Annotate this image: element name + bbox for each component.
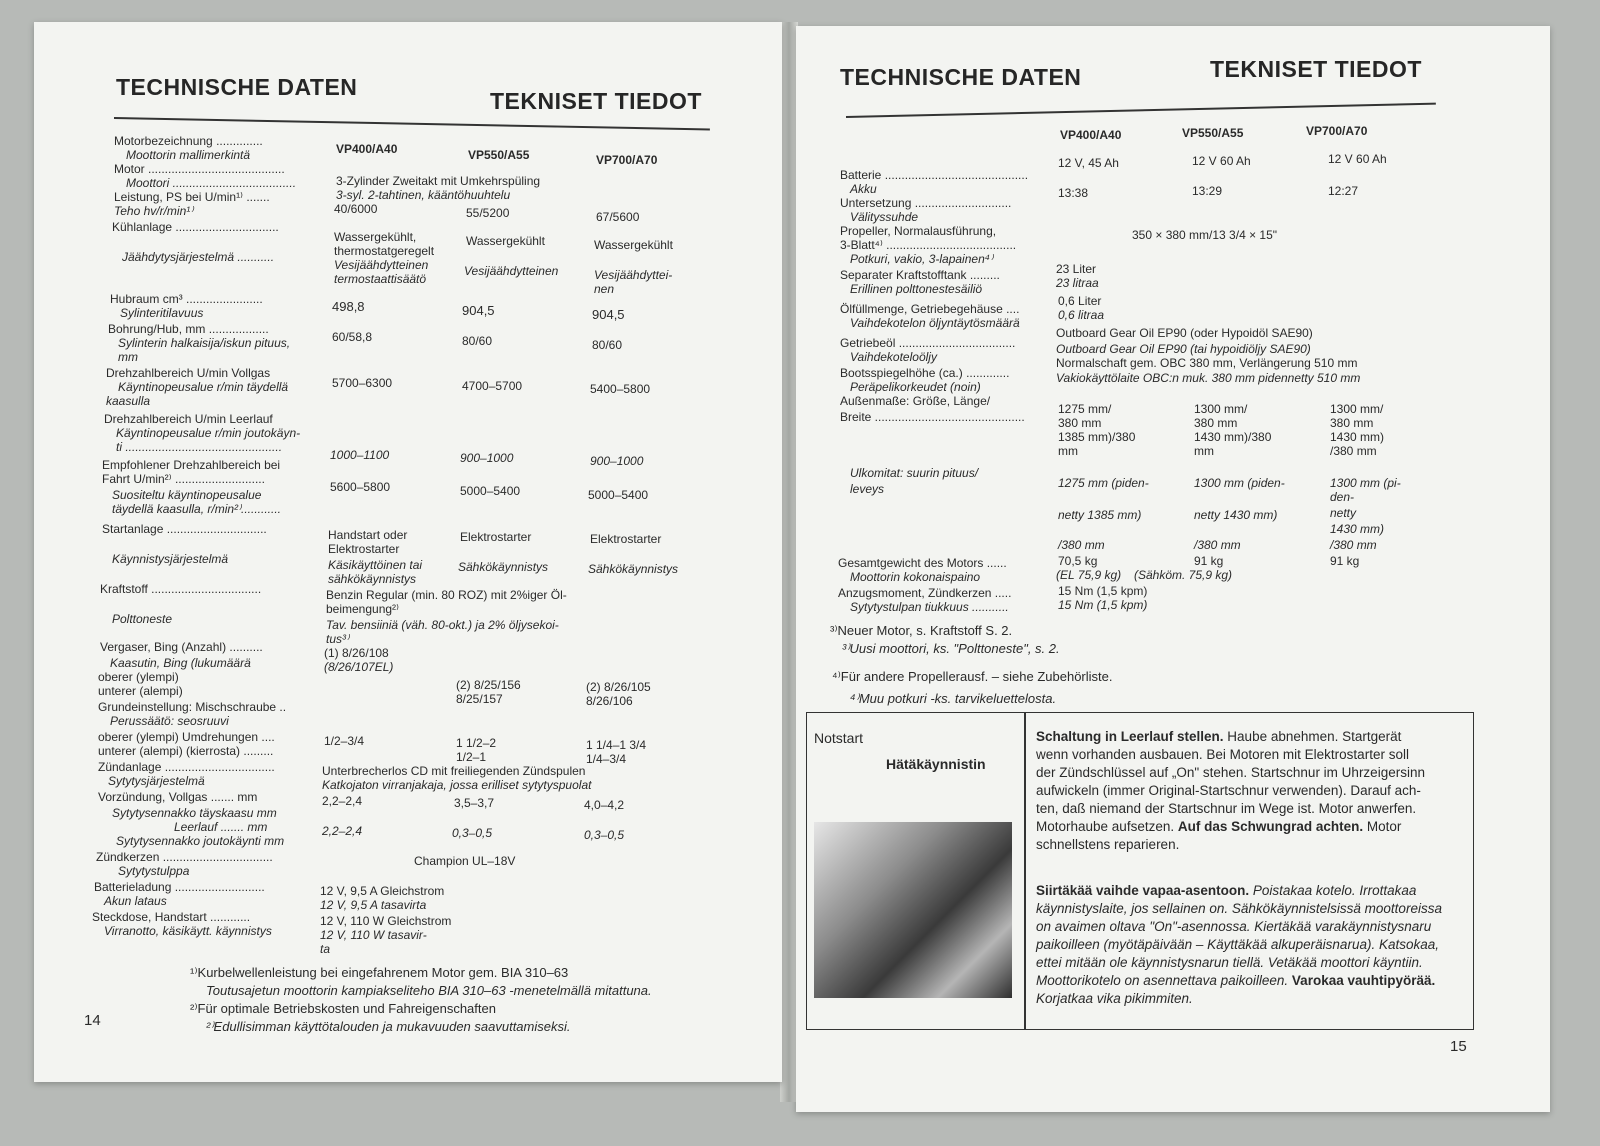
box-label-de: Notstart: [814, 730, 864, 746]
value: 23 litraa: [1056, 276, 1099, 290]
label: Suositeltu käyntinopeusalue: [112, 488, 262, 502]
label: Außenmaße: Größe, Länge/: [840, 394, 991, 408]
label: mm: [118, 350, 138, 364]
label: Käynnistysjärjestelmä: [112, 552, 229, 566]
value: Vesijäähdytteinen: [334, 258, 429, 272]
title-de: TECHNISCHE DATEN: [840, 64, 1082, 90]
label: Sytytystulpan tiukkuus ...........: [850, 600, 1009, 614]
value: 380 mm: [1058, 416, 1102, 430]
box-fi-line: Siirtäkää vaihde vapaa-asentoon. Poistakaa kotelo. Irrottakaa: [1036, 883, 1417, 898]
label: Leerlauf ....... mm: [174, 820, 268, 834]
value: Vesijäähdyttei-: [594, 268, 673, 282]
value: 12 V 60 Ah: [1192, 154, 1251, 168]
label: Bohrung/Hub, mm ..................: [108, 322, 269, 336]
footnote: ²⁾Für optimale Betriebskosten und Fahreigenschaften: [190, 1001, 496, 1016]
value: 1275 mm/: [1058, 402, 1112, 416]
value: beimengung²⁾: [326, 602, 399, 616]
footnote: Toutusajetun moottorin kampiakseliteho BIA 310–63 -menetelmällä mitattuna.: [206, 983, 652, 998]
label: Sylinteritilavuus: [120, 306, 204, 320]
label: Propeller, Normalausführung,: [840, 224, 997, 238]
label: Zündanlage .................................: [98, 760, 275, 774]
label: Vergaser, Bing (Anzahl) ..........: [100, 640, 263, 654]
footnote: ⁴⁾Muu potkuri -ks. tarvikeluettelosta.: [850, 691, 1057, 706]
label: Anzugsmoment, Zündkerzen .....: [838, 586, 1012, 600]
value: ta: [320, 942, 331, 956]
label: Peräpelikorkeudet (noin): [850, 380, 981, 394]
label: Moottorin kokonaispaino: [850, 570, 981, 584]
value: Käsikäyttöinen tai: [328, 558, 423, 572]
label: Gesamtgewicht des Motors ......: [838, 556, 1007, 570]
label: Kraftstoff .................................: [100, 582, 262, 596]
page-number: 15: [1450, 1038, 1467, 1055]
value: 67/5600: [596, 210, 640, 224]
value: 1 1/4–1 3/4: [586, 738, 647, 752]
label: Moottori .....................................: [126, 176, 297, 190]
value: Wassergekühlt,: [334, 230, 417, 244]
label: Sytytysennakko joutokäynti mm: [116, 834, 285, 848]
label: Untersetzung .............................: [840, 196, 1012, 210]
value: (2) 8/26/105: [586, 680, 651, 694]
page-number: 14: [84, 1012, 101, 1029]
value: tus³⁾: [326, 632, 349, 646]
model-a55: VP550/A55: [1182, 126, 1244, 140]
value: 900–1000: [590, 454, 644, 468]
box-divider: [1024, 712, 1026, 1030]
label: ti ...............................................: [116, 440, 283, 454]
title-de: TECHNISCHE DATEN: [116, 74, 358, 100]
value: 380 mm: [1330, 416, 1374, 430]
title-fi: TEKNISET TIEDOT: [490, 88, 702, 114]
label: Erillinen polttonestesäiliö: [850, 282, 983, 296]
value: mm: [1194, 444, 1214, 458]
value: 3-syl. 2-tahtinen, kääntöhuuhtelu: [336, 188, 511, 202]
label: Grundeinstellung: Mischschraube ..: [98, 700, 287, 714]
value: 12 V, 110 W Gleichstrom: [320, 914, 452, 928]
value: (2) 8/25/156: [456, 678, 521, 692]
label: Breite .............................................: [840, 410, 1025, 424]
label: Kühlanlage ...............................: [112, 220, 279, 234]
label: Motor .........................................: [114, 162, 285, 176]
value: den-: [1330, 490, 1355, 504]
value: 1/2–3/4: [324, 734, 365, 748]
footnote: ²⁾Edullisimman käyttötalouden ja mukavuuden saavuttamiseksi.: [206, 1019, 571, 1034]
label: unterer (alempi): [98, 684, 183, 698]
value: 15 Nm (1,5 kpm): [1058, 584, 1148, 598]
value: 12 V, 45 Ah: [1058, 156, 1119, 170]
footnote: ⁴⁾Für andere Propellerausf. – siehe Zubehörliste.: [832, 669, 1113, 684]
value: 1275 mm (piden-: [1058, 476, 1149, 490]
value: 1300 mm (piden-: [1194, 476, 1285, 490]
value: 91 kg: [1194, 554, 1224, 568]
box-de-line: Schaltung in Leerlauf stellen. Haube abnehmen. Startgerät: [1036, 729, 1402, 744]
value: 1000–1100: [330, 448, 390, 462]
label: Startanlage ..............................: [102, 522, 267, 536]
value: 91 kg: [1330, 554, 1360, 568]
label: Perussäätö: seosruuvi: [110, 714, 229, 728]
value: netty 1385 mm): [1058, 508, 1142, 522]
value: 70,5 kg: [1058, 554, 1098, 568]
value: 0,6 litraa: [1058, 308, 1105, 322]
label: Getriebeöl ...................................: [840, 336, 1016, 350]
label: Leistung, PS bei U/min¹⁾ .......: [114, 190, 270, 204]
value: Elektrostarter: [590, 532, 662, 546]
label: Jäähdytysjärjestelmä ...........: [122, 250, 275, 264]
label: Ölfüllmenge, Getriebegehäuse ....: [840, 302, 1020, 316]
label: 3-Blatt⁴⁾ .......................................: [840, 238, 1017, 252]
value: Champion UL–18V: [414, 854, 516, 868]
value: sähkökäynnistys: [328, 572, 417, 586]
header-rule: [846, 103, 1436, 118]
value: 12 V, 9,5 A tasavirta: [320, 898, 427, 912]
value: nen: [594, 282, 615, 296]
label: Kaasutin, Bing (lukumäärä: [110, 656, 251, 670]
label: Fahrt U/min²⁾ ...........................: [102, 472, 265, 486]
label: Vaihdekoteloöljy: [850, 350, 937, 364]
value: 904,5: [462, 303, 495, 318]
value: Unterbrecherlos CD mit freiliegenden Zündspulen: [322, 764, 586, 778]
box-de-line: schnellstens reparieren.: [1036, 837, 1180, 852]
value: 5000–5400: [588, 488, 649, 502]
value: Benzin Regular (min. 80 ROZ) mit 2%iger Öl-: [326, 588, 567, 602]
value: 0,6 Liter: [1058, 294, 1102, 308]
value: 3,5–3,7: [454, 796, 495, 810]
value: 15 Nm (1,5 kpm): [1058, 598, 1148, 612]
value: Handstart oder: [328, 528, 408, 542]
model-a70: VP700/A70: [596, 153, 658, 167]
label: Separater Kraftstofftank .........: [840, 268, 1000, 282]
value: 1300 mm (pi-: [1330, 476, 1401, 490]
label: Batterieladung ...........................: [94, 880, 265, 894]
value: thermostatgeregelt: [334, 244, 435, 258]
label: Käyntinopeusalue r/min täydellä: [118, 380, 289, 394]
value: 23 Liter: [1056, 262, 1097, 276]
box-de-line: ten, daß niemand der Startschnur im Wege ist. Motor anwerfen.: [1036, 801, 1417, 816]
label: Teho hv/r/min¹⁾: [114, 204, 194, 218]
label: leveys: [850, 482, 885, 496]
label: oberer (ylempi) Umdrehungen ....: [98, 730, 275, 744]
value: (8/26/107EL): [324, 660, 394, 674]
value: Elektrostarter: [460, 530, 532, 544]
label: Sylinterin halkaisija/iskun pituus,: [118, 336, 291, 350]
label: Bootsspiegelhöhe (ca.) .............: [840, 366, 1010, 380]
label: Drehzahlbereich U/min Vollgas: [106, 366, 271, 380]
value: 4,0–4,2: [584, 798, 625, 812]
value: 55/5200: [466, 206, 510, 220]
label: Välityssuhde: [850, 210, 919, 224]
footnote: ³⁾Neuer Motor, s. Kraftstoff S. 2.: [830, 623, 1013, 638]
value: 2,2–2,4: [322, 794, 363, 808]
box-fi-line: ettei mitään ole käynnistysnarun tiellä. Vetäkää moottori käyntiin.: [1036, 955, 1423, 970]
value: (EL 75,9 kg): [1056, 568, 1122, 582]
value: 5400–5800: [590, 382, 651, 396]
value: Vesijäähdytteinen: [464, 264, 559, 278]
value: 1300 mm/: [1330, 402, 1384, 416]
value: 904,5: [592, 307, 625, 322]
value: Wassergekühlt: [466, 234, 545, 248]
model-a70: VP700/A70: [1306, 124, 1368, 138]
value: Outboard Gear Oil EP90 (tai hypoidiöljy SAE90): [1056, 342, 1311, 356]
value: Vakiokäyttölaite OBC:n muk. 380 mm pidennetty 510 mm: [1056, 371, 1361, 385]
value: 5600–5800: [330, 480, 391, 494]
value: 1/2–1: [456, 750, 487, 764]
value: /380 mm: [1194, 538, 1241, 552]
box-de-line: Motorhaube aufsetzen. Auf das Schwungrad achten. Motor: [1036, 819, 1402, 834]
value: 40/6000: [334, 202, 378, 216]
value: 8/25/157: [456, 692, 503, 706]
label: oberer (ylempi): [98, 670, 179, 684]
box-de-line: wenn vorhanden ausbauen. Bei Motoren mit Elektrostarter soll: [1036, 747, 1409, 762]
label: Ulkomitat: suurin pituus/: [850, 466, 979, 480]
box-fi-line: Korjatkaa vika pikimmiten.: [1036, 991, 1193, 1006]
label: Batterie ...........................................: [840, 168, 1029, 182]
model-a40: VP400/A40: [336, 142, 398, 156]
value: 13:38: [1058, 186, 1089, 200]
label: Vaihdekotelon öljyntäytösmäärä: [850, 316, 1020, 330]
value: 4700–5700: [462, 379, 523, 393]
value: Tav. bensiiniä (väh. 80-okt.) ja 2% öljysekoi-: [326, 618, 559, 632]
value: 0,3–0,5: [452, 826, 493, 840]
footnote: ³⁾Uusi moottori, ks. "Polttoneste", s. 2.: [842, 641, 1060, 656]
value: 1385 mm)/380: [1058, 430, 1136, 444]
value: netty 1430 mm): [1194, 508, 1278, 522]
value: 8/26/106: [586, 694, 633, 708]
value: 2,2–2,4: [322, 824, 363, 838]
label: kaasulla: [106, 394, 151, 408]
model-a55: VP550/A55: [468, 148, 530, 162]
label: Motorbezeichnung ..............: [114, 134, 263, 148]
value: Normalschaft gem. OBC 380 mm, Verlängerung 510 mm: [1056, 356, 1358, 370]
value: /380 mm: [1058, 538, 1105, 552]
value: 900–1000: [460, 451, 514, 465]
label: Sytytysjärjestelmä: [108, 774, 205, 788]
value: 1 1/2–2: [456, 736, 497, 750]
footnote: ¹⁾Kurbelwellenleistung bei eingefahrenem Motor gem. BIA 310–63: [190, 965, 569, 980]
value: 5000–5400: [460, 484, 521, 498]
label: unterer (alempi) (kierrosta) .........: [98, 744, 274, 758]
box-fi-line: käynnistyslaite, jos sellainen on. Sähkökäynnistelsissä moottoreissa: [1036, 901, 1442, 916]
value: Katkojaton virranjakaja, jossa erilliset sytytyspuolat: [322, 778, 592, 792]
label: Polttoneste: [112, 612, 173, 626]
value: 80/60: [462, 334, 493, 348]
label: Akku: [850, 182, 877, 196]
label: täydellä kaasulla, r/min²⁾............: [112, 502, 282, 516]
page-left: [34, 22, 782, 1082]
value: /380 mm: [1330, 444, 1377, 458]
value: Wassergekühlt: [594, 238, 673, 252]
box-label-fi: Hätäkäynnistin: [886, 756, 986, 772]
box-fi-line: paikoilleen (myötäpäivään – Käyttäkää alkuperäisnarua). Katsokaa,: [1036, 937, 1439, 952]
value: mm: [1058, 444, 1078, 458]
value: Sähkökäynnistys: [458, 560, 549, 574]
value: (1) 8/26/108: [324, 646, 389, 660]
value: 5700–6300: [332, 376, 393, 390]
label: Sytytystulppa: [118, 864, 190, 878]
value: 0,3–0,5: [584, 828, 625, 842]
label: Steckdose, Handstart ............: [92, 910, 251, 924]
header-rule: [114, 117, 710, 130]
value: 1300 mm/: [1194, 402, 1248, 416]
box-fi-line: Moottorikotelo on asennettava paikoilleen. Varokaa vauhtipyörää.: [1036, 973, 1436, 988]
value: 3-Zylinder Zweitakt mit Umkehrspüling: [336, 174, 541, 188]
model-a40: VP400/A40: [1060, 128, 1122, 142]
value: Outboard Gear Oil EP90 (oder Hypoidöl SAE90): [1056, 326, 1313, 340]
value: 1/4–3/4: [586, 752, 627, 766]
label: Moottorin mallimerkintä: [126, 148, 251, 162]
value: netty: [1330, 506, 1357, 520]
box-de-line: aufwickeln (immer Original-Startschnur verwenden). Darauf ach-: [1036, 783, 1421, 798]
label: Potkuri, vakio, 3-lapainen⁴⁾: [850, 252, 993, 266]
value: 12 V, 110 W tasavir-: [320, 928, 427, 942]
value: 12 V, 9,5 A Gleichstrom: [320, 884, 445, 898]
value: (Sähköm. 75,9 kg): [1134, 568, 1233, 582]
page-right: [796, 26, 1550, 1112]
value: 380 mm: [1194, 416, 1238, 430]
value: 1430 mm): [1330, 430, 1385, 444]
value: 1430 mm)/380: [1194, 430, 1272, 444]
label: Vorzündung, Vollgas ....... mm: [98, 790, 258, 804]
value: 12 V 60 Ah: [1328, 152, 1387, 166]
label: Käyntinopeusalue r/min joutokäyn-: [116, 426, 301, 440]
title-fi: TEKNISET TIEDOT: [1210, 56, 1422, 82]
label: Akun lataus: [104, 894, 167, 908]
label: Virranotto, käsikäytt. käynnistys: [104, 924, 272, 938]
value: 12:27: [1328, 184, 1359, 198]
label: Zündkerzen .................................: [96, 850, 273, 864]
value: termostaattisäätö: [334, 272, 427, 286]
label: Hubraum cm³ .......................: [110, 292, 263, 306]
value: 60/58,8: [332, 330, 373, 344]
value: 13:29: [1192, 184, 1223, 198]
label: Empfohlener Drehzahlbereich bei: [102, 458, 281, 472]
value: 1430 mm): [1330, 522, 1385, 536]
value: 350 × 380 mm/13 3/4 × 15": [1132, 228, 1278, 242]
value: Sähkökäynnistys: [588, 562, 679, 576]
value: /380 mm: [1330, 538, 1377, 552]
starter-photo: [814, 822, 1012, 998]
value: 80/60: [592, 338, 623, 352]
label: Sytytysennakko täyskaasu mm: [112, 806, 277, 820]
box-de-line: der Zündschlüssel auf „On" stehen. Startschnur im Uhrzeigersinn: [1036, 765, 1425, 780]
box-fi-line: on avaimen oltava "On"-asennossa. Kiertäkää varakäynnistysnaru: [1036, 919, 1432, 934]
value: Elektrostarter: [328, 542, 400, 556]
value: 498,8: [332, 299, 365, 314]
label: Drehzahlbereich U/min Leerlauf: [104, 412, 273, 426]
